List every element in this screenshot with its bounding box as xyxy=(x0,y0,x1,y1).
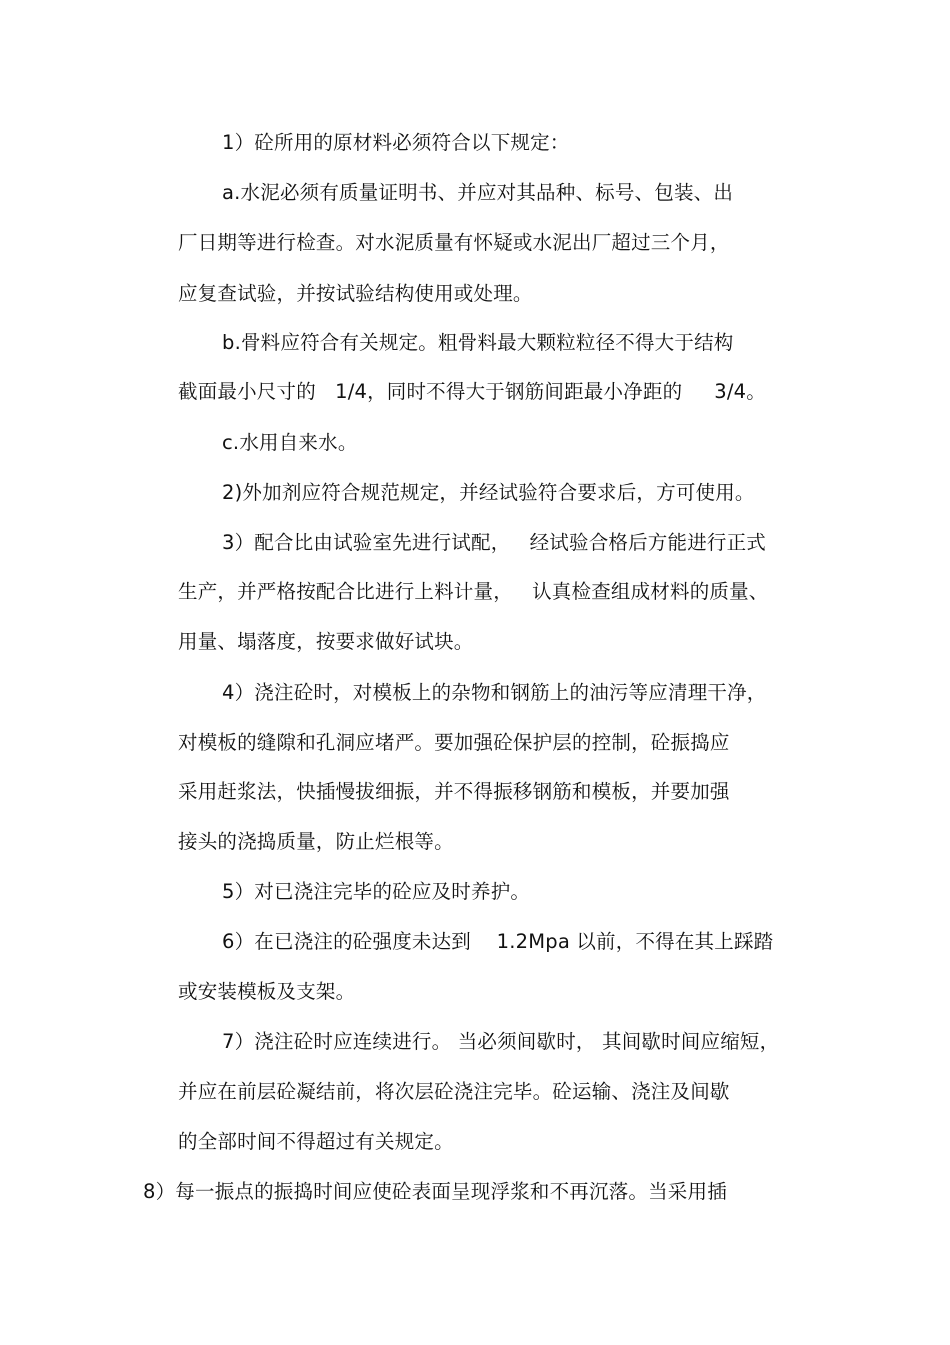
text-line: 的全部时间不得超过有关规定。 xyxy=(178,1130,454,1153)
text-line: 厂日期等进行检查。对水泥质量有怀疑或水泥出厂超过三个月， xyxy=(178,231,730,254)
text-line: 5）对已浇注完毕的砼应及时养护。 xyxy=(222,880,531,903)
text-line: 2)外加剂应符合规范规定，并经试验符合要求后，方可使用。 xyxy=(222,481,755,504)
text-line: 生产，并严格按配合比进行上料计量， 认真检查组成材料的质量、 xyxy=(178,580,769,603)
text-line: c.水用自来水。 xyxy=(222,431,358,454)
text-line: 6）在已浇注的砼强度未达到 1.2Mpa 以前，不得在其上踩踏 xyxy=(222,930,774,953)
text-line: b.骨料应符合有关规定。粗骨料最大颗粒粒径不得大于结构 xyxy=(222,331,734,354)
text-line: 或安装模板及支架。 xyxy=(178,980,356,1003)
text-line: 4）浇注砼时，对模板上的杂物和钢筋上的油污等应清理干净， xyxy=(222,681,767,704)
text-line: 7）浇注砼时应连续进行。 当必须间歇时， 其间歇时间应缩短， xyxy=(222,1030,780,1053)
text-line: a.水泥必须有质量证明书、并应对其品种、标号、包装、出 xyxy=(222,181,734,204)
text-line: 1）砼所用的原材料必须符合以下规定： xyxy=(222,131,570,154)
text-line: 并应在前层砼凝结前，将次层砼浇注完毕。砼运输、浇注及间歇 xyxy=(178,1080,730,1103)
text-line: 用量、塌落度，按要求做好试块。 xyxy=(178,630,474,653)
text-line: 接头的浇捣质量，防止烂根等。 xyxy=(178,830,454,853)
text-line: 采用赶浆法，快插慢拔细振，并不得振移钢筋和模板，并要加强 xyxy=(178,780,730,803)
text-line: 3）配合比由试验室先进行试配， 经试验合格后方能进行正式 xyxy=(222,531,767,554)
text-line: 截面最小尺寸的 1/4，同时不得大于钢筋间距最小净距的 3/4。 xyxy=(178,380,766,403)
text-line: 对模板的缝隙和孔洞应堵严。要加强砼保护层的控制，砼振捣应 xyxy=(178,731,730,754)
text-line: 应复查试验，并按试验结构使用或处理。 xyxy=(178,282,533,305)
text-line: 8）每一振点的振捣时间应使砼表面呈现浮浆和不再沉落。当采用插 xyxy=(143,1180,727,1203)
